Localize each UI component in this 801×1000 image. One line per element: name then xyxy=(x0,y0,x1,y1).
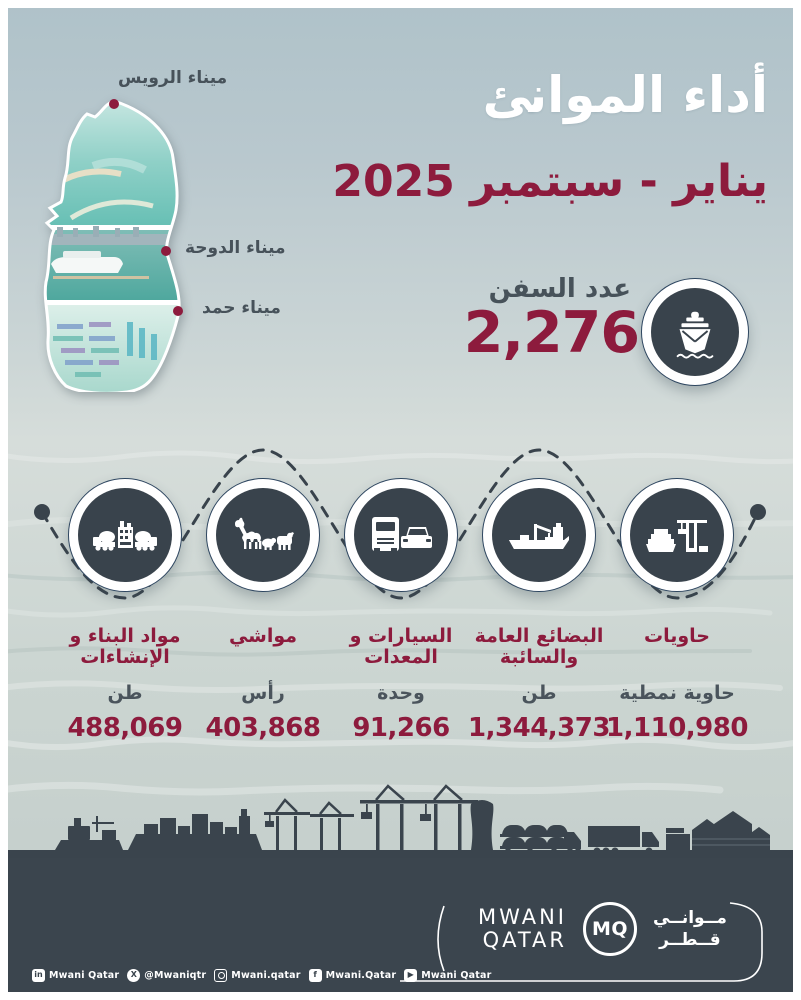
stat-unit: وحدة xyxy=(377,682,425,704)
frame-bottom xyxy=(0,992,801,1000)
brand-ar-line2: قــطــر xyxy=(659,930,721,950)
stat-unit: طن xyxy=(107,682,143,704)
ship-front-icon xyxy=(651,288,739,376)
stat-value: 91,266 xyxy=(352,713,450,743)
report-period: يناير - سبتمبر 2025 xyxy=(332,156,768,207)
construction-trucks-icon xyxy=(78,488,172,582)
path-start-dot xyxy=(34,504,50,520)
social-handle: Mwani.Qatar xyxy=(325,969,397,981)
frame-top xyxy=(0,0,801,8)
stat-unit: رأس xyxy=(241,682,285,704)
qatar-ports-map xyxy=(35,96,187,392)
livestock-icon xyxy=(216,488,310,582)
stat-label: مواد البناء و الإنشاءات xyxy=(69,625,181,669)
port-label-ruwais: ميناء الرويس xyxy=(118,68,228,88)
stat-label: البضائع العامة والسائبة xyxy=(474,625,604,669)
stat-label: حاويات xyxy=(644,625,710,647)
youtube-icon: ▶ xyxy=(404,969,417,982)
doha-port-dot xyxy=(161,246,171,256)
general-cargo-circle xyxy=(482,478,596,592)
path-end-dot xyxy=(750,504,766,520)
stat-unit: حاوية نمطية xyxy=(619,682,735,704)
social-handle: Mwani Qatar xyxy=(49,969,120,981)
linkedin-icon: in xyxy=(32,969,45,982)
stat-general-cargo xyxy=(464,626,614,743)
page-title: أداء الموانئ xyxy=(482,66,768,124)
container-ship-crane-icon xyxy=(630,488,724,582)
brand-en-line1: MWANI xyxy=(478,904,568,929)
stat-value: 488,069 xyxy=(67,713,183,743)
vessels-count-value: 2,276 xyxy=(463,300,639,366)
stat-livestock xyxy=(188,626,338,743)
stat-unit: طن xyxy=(521,682,557,704)
port-label-doha: ميناء الدوحة xyxy=(185,238,286,258)
stat-label: السيارات و المعدات xyxy=(349,625,453,669)
construction-materials-circle xyxy=(68,478,182,592)
stat-label: مواشي xyxy=(228,625,298,647)
stat-containers xyxy=(602,626,752,743)
containers-circle xyxy=(620,478,734,592)
brand-en-line2: QATAR xyxy=(482,928,568,952)
stat-vehicles xyxy=(326,626,476,743)
stat-value: 1,110,980 xyxy=(606,713,748,743)
frame-right xyxy=(793,0,801,1000)
stat-value: 403,868 xyxy=(205,713,321,743)
stat-construction-materials xyxy=(50,626,200,743)
stat-value: 1,344,373 xyxy=(468,713,610,743)
brand-ar-line1: مــوانــي xyxy=(653,907,727,928)
truck-and-car-icon xyxy=(354,488,448,582)
vessels-badge xyxy=(641,278,749,386)
facebook-icon: f xyxy=(309,969,322,982)
ruwais-port-dot xyxy=(109,99,119,109)
general-cargo-ship-icon xyxy=(492,488,586,582)
x-icon: X xyxy=(127,969,140,982)
social-handle: @Mwaniqtr xyxy=(144,969,207,981)
social-handle: Mwani.qatar xyxy=(231,969,301,981)
social-handle: Mwani Qatar xyxy=(421,969,492,981)
vehicles-circle xyxy=(344,478,458,592)
port-label-hamad: ميناء حمد xyxy=(202,298,281,318)
mq-monogram-icon: MQ xyxy=(583,902,637,956)
hamad-port-dot xyxy=(173,306,183,316)
livestock-circle xyxy=(206,478,320,592)
frame-left xyxy=(0,0,8,1000)
vessels-count-label: عدد السفن xyxy=(488,274,631,304)
